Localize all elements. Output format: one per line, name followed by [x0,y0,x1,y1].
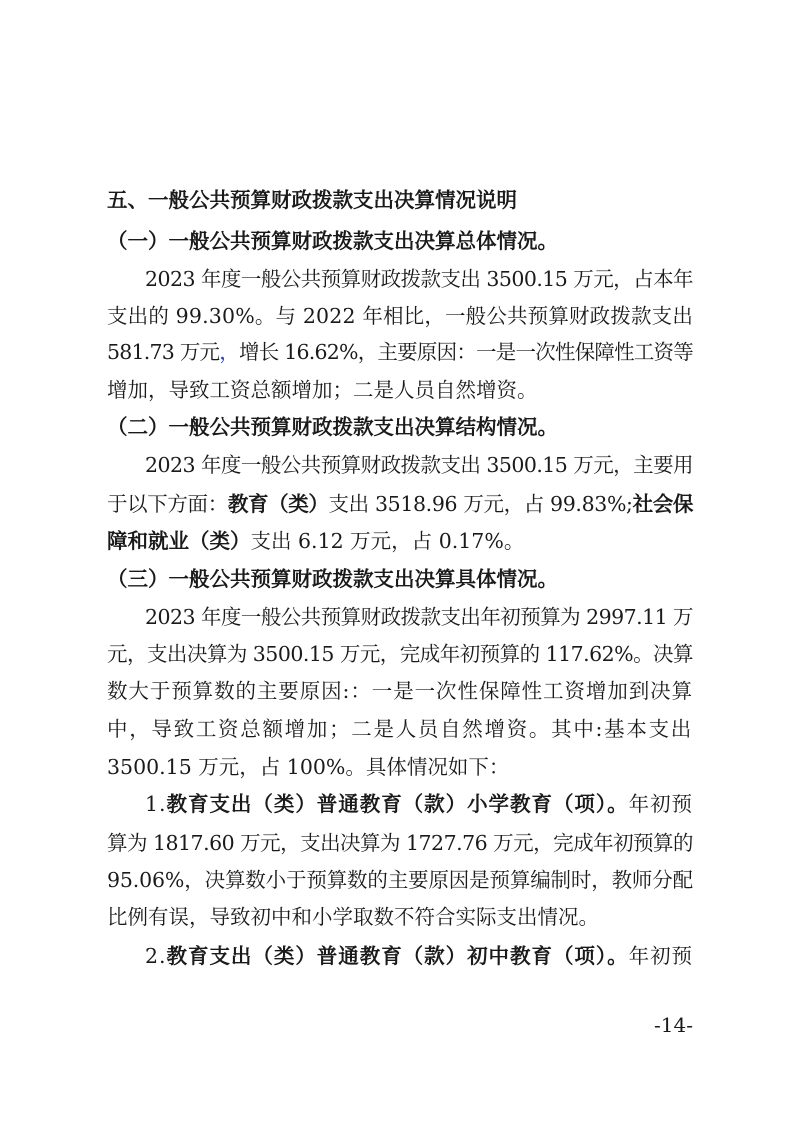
text-run: 95.06%，决算数小于预算数的主要原因是预算编制时，教师分配 [107,868,693,892]
text-run: 五、一般公共预算财政拨款支出决算情况说明 [107,188,517,212]
paragraph-line [145,452,693,478]
text-run: 比例有误，导致初中和小学取数不符合实际支出情况。 [107,905,599,929]
text-run: 算为 1817.60 万元，支出决算为 1727.76 万元，完成年初预算的 [107,831,694,855]
bold-text: 教育（类） [227,492,329,516]
paragraph-line [107,339,693,365]
paragraph-line [107,754,509,780]
text-run: （一）一般公共预算财政拨款支出决算总体情况。 [107,229,558,253]
text-run: 2023 年度一般公共预算财政拨款支出 3500.15 万元，主要用 [145,453,693,477]
paragraph-line [145,266,693,292]
paragraph-line [107,678,693,704]
paragraph-line [145,791,693,817]
text-run: （二）一般公共预算财政拨款支出决算结构情况。 [107,415,558,439]
bold-text: 教育支出（类）普通教育（款）小学教育（项）。 [166,792,629,816]
paragraph-line [107,867,693,893]
section-heading [107,187,517,213]
text-run: 支出的 99.30%。与 2022 年相比，一般公共预算财政拨款支出 [107,304,693,328]
paragraph-line [107,716,693,742]
text-run: 年初预 [628,944,694,968]
section-heading [107,414,558,440]
text-run: 3500.15 万元，占 100%。具体情况如下： [107,755,510,779]
text-run: 2023 年度一般公共预算财政拨款支出年初预算为 2997.11 万 [145,605,693,629]
section-heading [107,228,558,254]
text-run: 于以下方面： [107,492,228,516]
text-run: 2. [145,944,167,968]
paragraph-line [107,830,693,856]
text-run: （三）一般公共预算财政拨款支出决算具体情况。 [107,567,558,591]
paragraph-line [107,528,524,554]
paragraph-line [107,491,693,517]
text-run: ， [219,340,239,364]
section-heading [107,566,558,592]
text-run: 增长 16.62%，主要原因：一是一次性保障性工资等 [239,340,694,364]
text-run: 支出 6.12 万元，占 0.17%。 [250,529,525,553]
text-run: 581.73 万元 [107,340,220,364]
paragraph-line [107,904,599,930]
text-run: 2023 年度一般公共预算财政拨款支出 3500.15 万元，占本年 [145,267,693,291]
text-run: 中，导致工资总额增加；二是人员自然增资。其中:基本支出 [107,717,693,741]
text-run: 数大于预算数的主要原因:：一是一次性保障性工资增加到决算 [107,679,693,703]
paragraph-line [107,641,693,667]
paragraph-line [145,943,693,969]
paragraph-line [107,377,538,403]
paragraph-line [107,303,693,329]
bold-text: 社会保 [632,492,694,516]
paragraph-line [145,604,693,630]
bold-text: 教育支出（类）普通教育（款）初中教育（项）。 [166,944,629,968]
text-run: 元，支出决算为 3500.15 万元，完成年初预算的 117.62%。决算 [107,642,693,666]
text-run: 增加，导致工资总额增加；二是人员自然增资。 [107,378,538,402]
text-run: 年初预 [628,792,694,816]
text-run: 1. [145,792,167,816]
bold-text: 障和就业（类） [107,529,251,553]
page-number: -14- [654,1013,693,1037]
text-run: 支出 3518.96 万元，占 99.83%; [328,492,633,516]
